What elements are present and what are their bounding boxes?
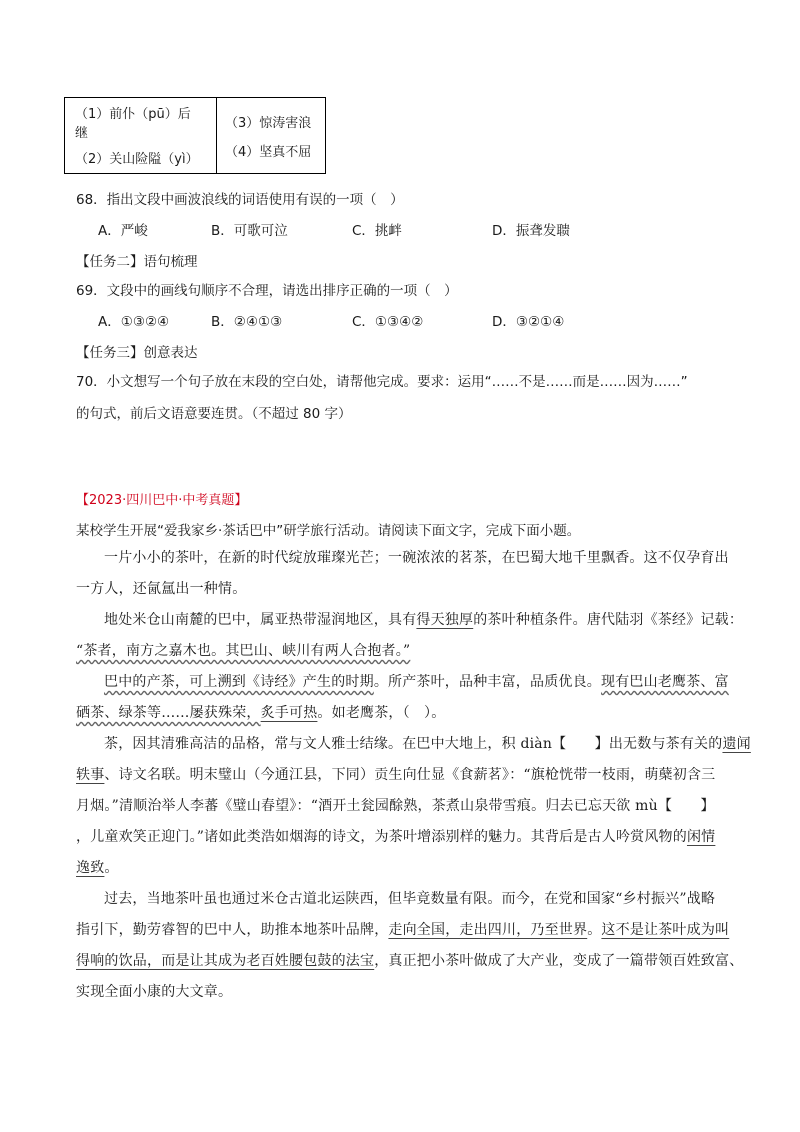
p1-line-2: 一方人，还氤氲出一种情。 xyxy=(76,581,247,597)
q69-option-a: A．①③②④ xyxy=(98,314,170,330)
p1-line-1: 一片小小的茶叶，在新的时代绽放璀璨光芒；一碗浓浓的茗茶，在巴蜀大地千里飘香。这不仅孕育出 xyxy=(104,550,729,566)
underlined-term-yishi: 轶事 xyxy=(76,767,105,783)
table-cell-4: （4）坚真不屈 xyxy=(225,145,312,160)
p4-line-3: 月烟。”清顺治举人李蕃《璧山春望》：“酒开土瓮园酴熟，茶煮山泉带雪痕。归去已忘天欲 mù【 】 xyxy=(76,798,715,814)
q69-option-b: B．②④①③ xyxy=(211,314,283,330)
p4-line-4 xyxy=(76,822,715,853)
passage-intro: 某校学生开展“爱我家乡·茶话巴中”研学旅行活动。请阅读下面文字，完成下面小题。 xyxy=(76,523,581,539)
p3-line-2-a: 硒茶、绿茶等……屡获殊荣， xyxy=(76,705,261,721)
p5-line-1: 过去，当地茶叶虽也通过米仓古道北运陕西，但毕竟数量有限。而今，在党和国家“乡村振兴”战略 xyxy=(104,891,716,907)
p4-line-2 xyxy=(76,760,715,791)
p2-line-2 xyxy=(76,636,410,667)
table-cell-3: （3）惊涛害浪 xyxy=(225,116,312,131)
p5-line-3 xyxy=(76,946,743,977)
p3-line-1-b: 。所产茶叶，品种丰富，品质优良。 xyxy=(373,674,602,690)
p2-line-2-quote: “茶者，南方之嘉木也。其巴山、峡川有两人合抱者。” xyxy=(76,643,411,659)
underlined-phrase-zouxiang: 走向全国，走出四川，乃至世界 xyxy=(388,922,588,938)
underlined-sentence-start: 这不是让茶叶成为叫 xyxy=(601,922,730,938)
p5-line-4: 实现全面小康的大文章。 xyxy=(76,984,233,1000)
underlined-sentence-cont: 得响的饮品，而是让其成为老百姓腰包鼓的法宝 xyxy=(76,953,375,969)
p3-line-1 xyxy=(104,667,729,698)
question-70-line-2: 的句式，前后文语意要连贯。（不超过 80 字） xyxy=(76,406,352,422)
p4-line-1-a: 茶，因其清雅高洁的品格，常与文人雅士结缘。在巴中大地上，积 diàn【 】出无数与茶有关的 xyxy=(104,736,723,752)
q68-option-b: B．可歌可泣 xyxy=(211,223,288,239)
q69-option-d: D．③②①④ xyxy=(492,314,565,330)
table-cell-1: （1）前仆（pū）后 xyxy=(75,107,191,122)
task-2-heading: 【任务二】语句梳理 xyxy=(76,254,198,270)
underlined-term-zhishoukere: 炙手可热 xyxy=(260,705,318,721)
table-divider xyxy=(216,98,217,173)
q69-option-c: C．①③④② xyxy=(352,314,424,330)
p4-line-4-a: ，儿童欢笑正迎门。”诸如此类浩如烟海的诗文，为茶叶增添别样的魅力。其背后是古人吟赏风物的 xyxy=(76,829,687,845)
p4-line-5 xyxy=(76,853,119,884)
p5-line-2-a: 指引下，勤劳睿智的巴中人，助推本地茶叶品牌， xyxy=(76,922,389,938)
q68-option-c: C．挑衅 xyxy=(352,223,402,239)
p3-line-2 xyxy=(76,698,445,729)
p3-line-1-c: 现有巴山老鹰茶、富 xyxy=(601,674,729,690)
p5-line-2-c: 。 xyxy=(587,922,602,938)
p2-line-1-c: 的茶叶种植条件。唐代陆羽《茶经》记载： xyxy=(473,612,744,628)
underlined-term-xianqing: 闲情 xyxy=(686,829,716,845)
q68-option-a: A．严峻 xyxy=(98,223,148,239)
p3-line-1-a: 巴中的产茶，可上溯到《诗经》产生的时期 xyxy=(104,674,374,690)
underlined-term-detianduhou: 得天独厚 xyxy=(416,612,474,628)
p4-line-5-b: 。 xyxy=(104,860,119,876)
underlined-term-yizhi: 逸致 xyxy=(76,860,105,876)
p5-line-2 xyxy=(76,915,729,946)
table-cell-2: （2）关山险隘（yì） xyxy=(75,152,199,167)
underlined-term-yiwen: 遗闻 xyxy=(722,736,751,752)
question-68: 68．指出文段中画波浪线的词语使用有误的一项（ ） xyxy=(76,192,404,208)
q68-option-d: D．振聋发聩 xyxy=(492,223,570,239)
source-tag: 【2023·四川巴中·中考真题】 xyxy=(76,493,248,508)
word-table xyxy=(64,97,326,174)
p2-line-1-a: 地处米仓山南麓的巴中，属亚热带湿润地区，具有 xyxy=(104,612,417,628)
question-70-line-1: 70．小文想写一个句子放在末段的空白处，请帮他完成。要求：运用“……不是……而是……因为……” xyxy=(76,374,688,390)
p3-line-2-c: 。如老鹰茶，（ ）。 xyxy=(317,705,446,721)
p4-line-1 xyxy=(104,729,751,760)
p5-line-3-b: ，真正把小茶叶做成了大产业，变成了一篇带领百姓致富、 xyxy=(374,953,744,969)
p4-line-2-b: 、诗文名联。明末璧山（今通江县，下同）贡生向仕显《食薪茗》：“旗枪恍带一枝雨，萌蘖初含三 xyxy=(104,767,716,783)
table-cell-1-cont: 继 xyxy=(75,126,89,141)
question-69: 69．文段中的画线句顺序不合理，请选出排序正确的一项（ ） xyxy=(76,283,458,299)
p2-line-1 xyxy=(104,605,743,636)
task-3-heading: 【任务三】创意表达 xyxy=(76,345,198,361)
